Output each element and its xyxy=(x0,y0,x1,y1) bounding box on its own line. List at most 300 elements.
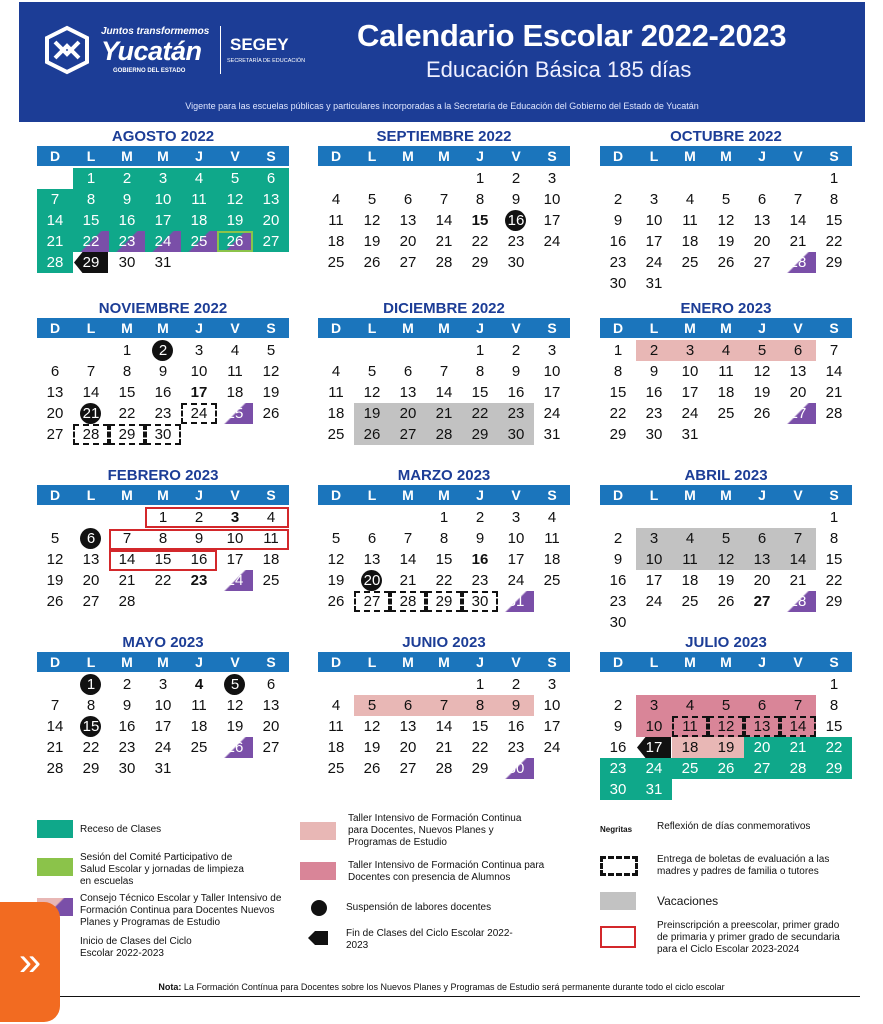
day-cell xyxy=(672,612,708,633)
weekday-label: M xyxy=(157,320,169,336)
day-cell: 24 xyxy=(681,405,699,422)
day-cell xyxy=(672,507,708,528)
weekday-label: D xyxy=(49,320,61,336)
day-cell: 14 xyxy=(118,551,136,568)
day-cell xyxy=(780,779,816,800)
weekday-label: M xyxy=(157,487,169,503)
month-6 xyxy=(37,467,289,612)
day-cell: 31 xyxy=(645,275,663,292)
week-row xyxy=(318,168,570,189)
day-cell: 15 xyxy=(118,384,136,401)
page-subtitle: Educación Básica 185 días xyxy=(426,57,692,82)
day-cell: 14 xyxy=(435,212,453,229)
day-cell: 25 xyxy=(262,572,280,589)
day-cell: 1 xyxy=(158,509,168,526)
legend-sesion: Sesión del Comité Participativo de Salud Escolar y jornadas de limpieza en escuelas xyxy=(80,852,244,887)
day-cell: 30 xyxy=(507,254,525,271)
day-cell xyxy=(744,424,780,445)
day-cell: 2 xyxy=(145,340,181,361)
week-row xyxy=(600,403,852,424)
day-cell: 1 xyxy=(829,509,839,526)
segey-logo: SEGEY xyxy=(230,35,289,54)
legend-cte: Consejo Técnico Escolar y Taller Intensivo de Formación Continua para Docentes Nuevos Planes y Programas de Estudio xyxy=(80,893,282,928)
day-cell: 26 xyxy=(708,758,744,779)
day-cell: 25 xyxy=(327,426,345,443)
week-row xyxy=(600,424,852,445)
week-row xyxy=(318,507,570,528)
day-cell: 4 xyxy=(331,363,341,380)
day-cell: 3 xyxy=(547,342,557,359)
day-cell: 15 xyxy=(471,212,489,229)
weekday-label: D xyxy=(612,487,624,503)
week-row xyxy=(37,424,289,445)
day-cell xyxy=(744,612,780,633)
day-cell: 16 xyxy=(471,551,489,568)
day-cell xyxy=(534,758,570,779)
day-cell: 5 xyxy=(367,363,377,380)
day-cell: 19 xyxy=(217,210,253,231)
weekday-label: S xyxy=(829,148,839,164)
weekday-label: J xyxy=(195,654,203,670)
weekday-header xyxy=(600,652,852,672)
day-cell: 5 xyxy=(50,530,60,547)
day-cell: 19 xyxy=(363,739,381,756)
sesion-swatch xyxy=(37,858,73,876)
weekday-label: S xyxy=(266,487,276,503)
week-row xyxy=(37,528,289,549)
day-cell: 30 xyxy=(600,779,636,800)
day-cell xyxy=(217,758,253,779)
day-cell: 28 xyxy=(780,591,816,612)
day-cell: 28 xyxy=(825,405,843,422)
day-cell: 26 xyxy=(262,405,280,422)
day-cell: 12 xyxy=(46,551,64,568)
day-cell: 25 xyxy=(681,254,699,271)
month-title: FEBRERO 2023 xyxy=(107,467,219,484)
day-cell: 7 xyxy=(439,363,449,380)
weekday-label: M xyxy=(684,320,696,336)
legend-taller-dark: Taller Intensivo de Formación Continua para Docentes con presencia de Alumnos xyxy=(348,860,545,883)
day-cell: 4 xyxy=(194,676,204,693)
day-cell: 5 xyxy=(708,695,744,716)
page-title: Calendario Escolar 2022-2023 xyxy=(357,18,787,53)
day-cell: 8 xyxy=(829,191,839,208)
day-cell: 24 xyxy=(645,593,663,610)
day-cell: 6 xyxy=(367,530,377,547)
day-cell: 12 xyxy=(753,363,771,380)
day-cell: 21 xyxy=(789,233,807,250)
day-cell: 18 xyxy=(543,551,561,568)
day-cell: 11 xyxy=(263,530,279,547)
day-cell: 16 xyxy=(609,233,627,250)
weekday-header xyxy=(37,318,289,338)
day-cell: 17 xyxy=(645,233,663,250)
day-cell: 9 xyxy=(194,530,204,547)
day-cell: 3 xyxy=(672,340,708,361)
day-cell: 18 xyxy=(672,737,708,758)
day-cell: 17 xyxy=(636,737,672,758)
week-row xyxy=(37,168,289,189)
day-cell: 8 xyxy=(86,697,96,714)
day-cell: 1 xyxy=(829,170,839,187)
weekday-label: D xyxy=(612,148,624,164)
brand-tagline: Juntos transformemos xyxy=(101,26,210,37)
day-cell: 29 xyxy=(471,760,489,777)
day-cell: 22 xyxy=(471,233,489,250)
weekday-label: L xyxy=(367,654,377,670)
day-cell xyxy=(816,424,852,445)
day-cell: 23 xyxy=(600,758,636,779)
day-cell: 18 xyxy=(681,572,699,589)
day-cell: 29 xyxy=(462,424,498,445)
week-row xyxy=(318,737,570,758)
day-cell: 17 xyxy=(543,212,561,229)
day-cell: 14 xyxy=(780,716,816,737)
weekday-label: J xyxy=(758,320,766,336)
day-cell: 9 xyxy=(613,551,623,568)
day-cell: 1 xyxy=(475,342,485,359)
day-cell: 10 xyxy=(543,191,561,208)
day-cell: 8 xyxy=(439,530,449,547)
weekday-label: S xyxy=(547,654,557,670)
week-row xyxy=(600,507,852,528)
month-title: AGOSTO 2022 xyxy=(111,128,215,145)
day-cell: 29 xyxy=(426,591,462,612)
day-cell: 12 xyxy=(708,716,744,737)
day-cell: 23 xyxy=(645,405,663,422)
day-cell: 19 xyxy=(753,384,771,401)
day-cell: 29 xyxy=(609,426,627,443)
day-cell: 26 xyxy=(327,593,345,610)
day-cell: 10 xyxy=(190,363,208,380)
day-cell: 12 xyxy=(363,718,381,735)
day-cell: 4 xyxy=(331,697,341,714)
day-cell: 20 xyxy=(399,233,417,250)
day-cell: 9 xyxy=(109,189,145,210)
week-row xyxy=(600,382,852,403)
weekday-label: V xyxy=(230,320,240,336)
preinscripcion-icon xyxy=(600,926,636,948)
week-row xyxy=(600,273,852,294)
day-cell xyxy=(636,168,672,189)
day-cell: 3 xyxy=(194,342,204,359)
weekday-label: S xyxy=(547,148,557,164)
day-cell: 24 xyxy=(154,739,172,756)
day-cell: 21 xyxy=(789,572,807,589)
day-cell: 23 xyxy=(609,254,627,271)
nav-next-button[interactable] xyxy=(0,902,60,1022)
weekday-label: J xyxy=(758,148,766,164)
day-cell: 9 xyxy=(475,530,485,547)
day-cell: 16 xyxy=(109,210,145,231)
day-cell: 23 xyxy=(109,231,145,252)
day-cell: 10 xyxy=(636,549,672,570)
week-row xyxy=(37,570,289,591)
day-cell: 28 xyxy=(390,591,426,612)
month-9 xyxy=(37,634,289,779)
weekday-label: L xyxy=(86,148,96,164)
day-cell: 16 xyxy=(609,572,627,589)
day-cell: 22 xyxy=(82,739,100,756)
weekday-label: M xyxy=(402,487,414,503)
suspension-icon xyxy=(311,900,327,916)
day-cell: 2 xyxy=(194,509,204,526)
day-cell: 4 xyxy=(266,509,276,526)
day-cell: 5 xyxy=(217,674,253,695)
month-title: MARZO 2023 xyxy=(397,467,491,484)
day-cell: 14 xyxy=(780,549,816,570)
brand-subtitle: GOBIERNO DEL ESTADO xyxy=(113,68,186,74)
day-cell xyxy=(672,273,708,294)
week-row xyxy=(318,695,570,716)
day-cell: 8 xyxy=(475,363,485,380)
day-cell: 4 xyxy=(181,168,217,189)
weekday-label: S xyxy=(547,320,557,336)
day-cell: 20 xyxy=(354,570,390,591)
day-cell: 7 xyxy=(403,530,413,547)
weekday-label: V xyxy=(511,654,521,670)
day-cell: 6 xyxy=(50,363,60,380)
day-cell xyxy=(780,612,816,633)
day-cell: 2 xyxy=(475,509,485,526)
day-cell: 8 xyxy=(158,530,168,547)
day-cell: 11 xyxy=(544,530,560,547)
day-cell: 10 xyxy=(154,697,172,714)
day-cell: 28 xyxy=(73,424,109,445)
month-title: MAYO 2023 xyxy=(122,634,204,651)
day-cell xyxy=(600,507,636,528)
day-cell: 14 xyxy=(825,363,843,380)
weekday-label: L xyxy=(86,487,96,503)
day-cell: 27 xyxy=(780,403,816,424)
day-cell: 16 xyxy=(507,384,525,401)
day-cell: 13 xyxy=(744,549,780,570)
day-cell: 14 xyxy=(435,384,453,401)
day-cell: 19 xyxy=(262,384,280,401)
day-cell: 19 xyxy=(363,233,381,250)
day-cell xyxy=(109,507,145,528)
month-title: SEPTIEMBRE 2022 xyxy=(376,128,512,145)
week-row xyxy=(600,758,852,779)
day-cell xyxy=(708,779,744,800)
weekday-label: J xyxy=(476,654,484,670)
day-cell: 21 xyxy=(435,233,453,250)
day-cell: 11 xyxy=(328,384,344,401)
taller-light-swatch xyxy=(300,822,336,840)
week-row xyxy=(37,591,289,612)
day-cell xyxy=(426,340,462,361)
week-row xyxy=(318,340,570,361)
day-cell: 17 xyxy=(543,718,561,735)
weekday-label: V xyxy=(230,487,240,503)
day-cell xyxy=(73,340,109,361)
day-cell: 20 xyxy=(789,384,807,401)
day-cell: 17 xyxy=(190,384,208,401)
day-cell: 31 xyxy=(154,254,172,271)
day-cell: 9 xyxy=(613,718,623,735)
month-title: JUNIO 2023 xyxy=(402,634,486,651)
day-cell xyxy=(390,507,426,528)
day-cell: 18 xyxy=(327,739,345,756)
day-cell xyxy=(780,273,816,294)
day-cell xyxy=(217,591,253,612)
month-title: DICIEMBRE 2022 xyxy=(383,300,505,317)
day-cell: 15 xyxy=(825,212,843,229)
week-row xyxy=(318,570,570,591)
day-cell: 27 xyxy=(753,593,771,610)
day-cell: 19 xyxy=(354,403,390,424)
day-cell xyxy=(708,674,744,695)
day-cell: 6 xyxy=(757,191,767,208)
day-cell: 3 xyxy=(547,676,557,693)
weekday-label: V xyxy=(511,487,521,503)
week-row xyxy=(37,210,289,231)
day-cell: 7 xyxy=(780,695,816,716)
week-row xyxy=(318,424,570,445)
day-cell: 6 xyxy=(744,528,780,549)
legend-taller-light: Taller Intensivo de Formación Continua para Docentes, Nuevos Planes y Programas de Estudio xyxy=(348,813,522,848)
day-cell: 11 xyxy=(328,718,344,735)
day-cell: 21 xyxy=(399,572,417,589)
day-cell xyxy=(181,252,217,273)
day-cell: 7 xyxy=(439,191,449,208)
day-cell: 29 xyxy=(109,424,145,445)
day-cell: 2 xyxy=(613,697,623,714)
weekday-header xyxy=(318,318,570,338)
week-row xyxy=(318,210,570,231)
day-cell: 11 xyxy=(191,697,207,714)
day-cell: 24 xyxy=(217,570,253,591)
day-cell: 15 xyxy=(609,384,627,401)
day-cell: 19 xyxy=(46,572,64,589)
day-cell: 12 xyxy=(717,212,735,229)
day-cell xyxy=(354,507,390,528)
weekday-header xyxy=(37,485,289,505)
day-cell: 3 xyxy=(636,695,672,716)
day-cell: 24 xyxy=(145,231,181,252)
month-7 xyxy=(318,467,570,612)
day-cell xyxy=(426,168,462,189)
month-8 xyxy=(600,467,852,633)
day-cell: 18 xyxy=(327,405,345,422)
month-title: ABRIL 2023 xyxy=(684,467,768,484)
day-cell: 5 xyxy=(331,530,341,547)
week-row xyxy=(600,570,852,591)
day-cell: 29 xyxy=(825,254,843,271)
month-1 xyxy=(318,128,570,273)
day-cell: 29 xyxy=(825,593,843,610)
day-cell: 17 xyxy=(226,551,244,568)
weekday-label: L xyxy=(367,148,377,164)
day-cell: 4 xyxy=(230,342,240,359)
weekday-label: S xyxy=(547,487,557,503)
day-cell xyxy=(145,591,181,612)
day-cell: 31 xyxy=(154,760,172,777)
weekday-label: D xyxy=(330,487,342,503)
day-cell: 24 xyxy=(636,758,672,779)
weekday-label: L xyxy=(649,487,659,503)
day-cell: 17 xyxy=(507,551,525,568)
day-cell: 24 xyxy=(181,403,217,424)
day-cell: 7 xyxy=(86,363,96,380)
legend-preinscripcion: Preinscripción a preescolar, primer grado de primaria y primer grado de secundaria para el Ciclo Escolar 2023-2024 xyxy=(657,920,840,955)
week-row xyxy=(37,361,289,382)
day-cell xyxy=(636,612,672,633)
day-cell: 9 xyxy=(649,363,659,380)
day-cell: 22 xyxy=(118,405,136,422)
day-cell: 27 xyxy=(399,254,417,271)
day-cell: 20 xyxy=(753,572,771,589)
weekday-header xyxy=(600,146,852,166)
week-row xyxy=(600,591,852,612)
weekday-label: S xyxy=(266,654,276,670)
week-row xyxy=(37,340,289,361)
weekday-label: D xyxy=(612,654,624,670)
day-cell: 1 xyxy=(73,674,109,695)
weekday-label: V xyxy=(793,320,803,336)
day-cell: 19 xyxy=(717,572,735,589)
weekday-label: M xyxy=(438,148,450,164)
day-cell: 26 xyxy=(217,231,253,252)
day-cell xyxy=(253,758,289,779)
week-row xyxy=(318,382,570,403)
day-cell: 27 xyxy=(390,424,426,445)
validity-notice: Vigente para las escuelas públicas y particulares incorporadas a la Secretaría de Educación del Gobierno del Estado de Yucatán xyxy=(185,101,699,111)
day-cell: 27 xyxy=(253,231,289,252)
day-cell: 19 xyxy=(708,737,744,758)
day-cell: 20 xyxy=(253,210,289,231)
week-row xyxy=(318,716,570,737)
day-cell xyxy=(354,340,390,361)
day-cell xyxy=(636,674,672,695)
day-cell: 23 xyxy=(471,572,489,589)
day-cell: 11 xyxy=(227,363,243,380)
day-cell: 17 xyxy=(145,210,181,231)
weekday-header xyxy=(37,146,289,166)
day-cell: 10 xyxy=(507,530,525,547)
day-cell: 10 xyxy=(681,363,699,380)
day-cell: 23 xyxy=(507,233,525,250)
day-cell: 9 xyxy=(122,697,132,714)
day-cell: 15 xyxy=(435,551,453,568)
day-cell: 23 xyxy=(118,739,136,756)
day-cell: 20 xyxy=(82,572,100,589)
header-divider xyxy=(220,26,221,74)
weekday-label: D xyxy=(49,148,61,164)
day-cell: 16 xyxy=(190,551,208,568)
day-cell xyxy=(708,507,744,528)
weekday-label: L xyxy=(649,148,659,164)
legend-boletas: Entrega de boletas de evaluación a las madres y padres de familia o tutores xyxy=(657,854,830,877)
day-cell: 12 xyxy=(363,384,381,401)
day-cell xyxy=(708,273,744,294)
day-cell: 25 xyxy=(543,572,561,589)
day-cell: 16 xyxy=(154,384,172,401)
day-cell: 13 xyxy=(789,363,807,380)
day-cell: 17 xyxy=(154,718,172,735)
day-cell: 13 xyxy=(253,189,289,210)
day-cell: 26 xyxy=(217,737,253,758)
day-cell: 11 xyxy=(682,212,698,229)
day-cell: 29 xyxy=(471,254,489,271)
day-cell: 13 xyxy=(744,716,780,737)
day-cell: 14 xyxy=(82,384,100,401)
weekday-label: M xyxy=(720,148,732,164)
day-cell: 25 xyxy=(181,231,217,252)
weekday-header xyxy=(318,652,570,672)
day-cell: 6 xyxy=(73,528,109,549)
day-cell: 15 xyxy=(154,551,172,568)
